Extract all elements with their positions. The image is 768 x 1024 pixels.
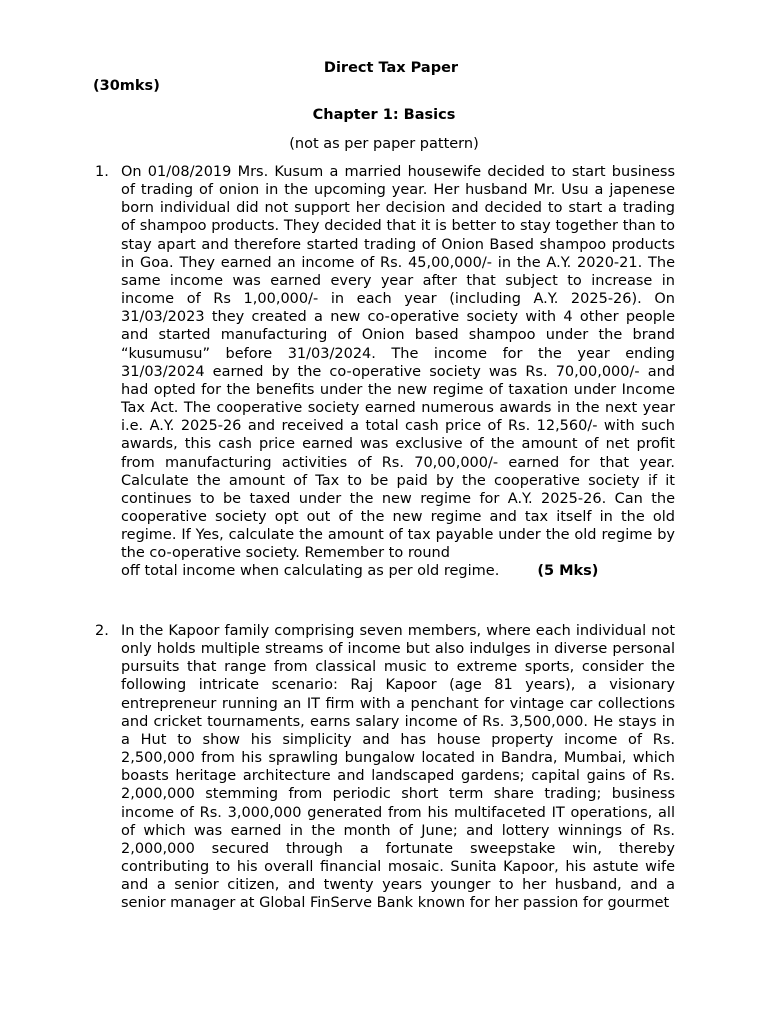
question-number: 1. bbox=[95, 164, 109, 180]
question-text: On 01/08/2019 Mrs. Kusum a married housewife decided to start business of trading of onion in the upcoming year. Her husband Mr. Usu a japenese born individual did not support her decision and decided to start a trading of shampoo products. They decided that it is better to stay together than to stay apart and therefore started trading of Onion Based shampoo products in Goa. They earned an income of Rs. 45,00,000/- in the A.Y. 2020-21. The same income was earned every year after that subject to increase in income of Rs 1,00,000/- in each year (including A.Y. 2025-26). On 31/03/2023 they created a new co-operative society with 4 other people and started manufacturing of Onion based shampoo under the brand “kusumusu” before 31/03/2024. The income for the year ending 31/03/2024 earned by the co-operative society was Rs. 70,00,000/- and had opted for the benefits under the new regime of taxation under Income Tax Act. The cooperative society earned numerous awards in the next year i.e. A.Y. 2025-26 and received a total cash price of Rs. 12,560/- with such awards, this cash price earned was exclusive of the amount of net profit from manufacturing activities of Rs. 70,00,000/- earned for that year. Calculate the amount of Tax to be paid by the cooperative society if it continues to be taxed under the new regime for A.Y. 2025-26. Can the cooperative society opt out of the new regime and tax itself in the old regime. If Yes, calculate the amount of tax payable under the old regime by the co-operative society. Remember to round bbox=[121, 164, 675, 562]
question-number: 2. bbox=[95, 623, 109, 639]
total-marks: (30mks) bbox=[93, 78, 160, 94]
question-last-line bbox=[121, 562, 675, 580]
question-2 bbox=[95, 622, 675, 913]
question-text: In the Kapoor family comprising seven members, where each individual not only holds multiple streams of income but also indulges in diverse personal pursuits that range from classical music to extreme sports, consider the following intricate scenario: Raj Kapoor (age 81 years), a visionary entrepreneur running an IT firm with a penchant for vintage car collections and cricket tournaments, earns salary income of Rs. 3,500,000. He stays in a Hut to show his simplicity and has house property income of Rs. 2,500,000 from his sprawling bungalow located in Bandra, Mumbai, which boasts heritage architecture and landscaped gardens; capital gains of Rs. 2,000,000 stemming from periodic short term share trading; business income of Rs. 3,000,000 generated from his multifaceted IT operations, all of which was earned in the month of June; and lottery winnings of Rs. 2,000,000 secured through a fortunate sweepstake win, thereby contributing to his overall financial mosaic. Sunita Kapoor, his astute wife and a senior citizen, and twenty years younger to her husband, and a senior manager at Global FinServe Bank known for her passion for gourmet bbox=[121, 623, 675, 912]
paper-pattern-note: (not as per paper pattern) bbox=[289, 136, 479, 152]
chapter-heading: Chapter 1: Basics bbox=[312, 107, 456, 123]
document-title: Direct Tax Paper bbox=[323, 60, 459, 76]
question-text-end: off total income when calculating as per old regime. bbox=[121, 563, 500, 580]
question-marks: (5 Mks) bbox=[537, 563, 599, 580]
question-1 bbox=[95, 163, 675, 581]
